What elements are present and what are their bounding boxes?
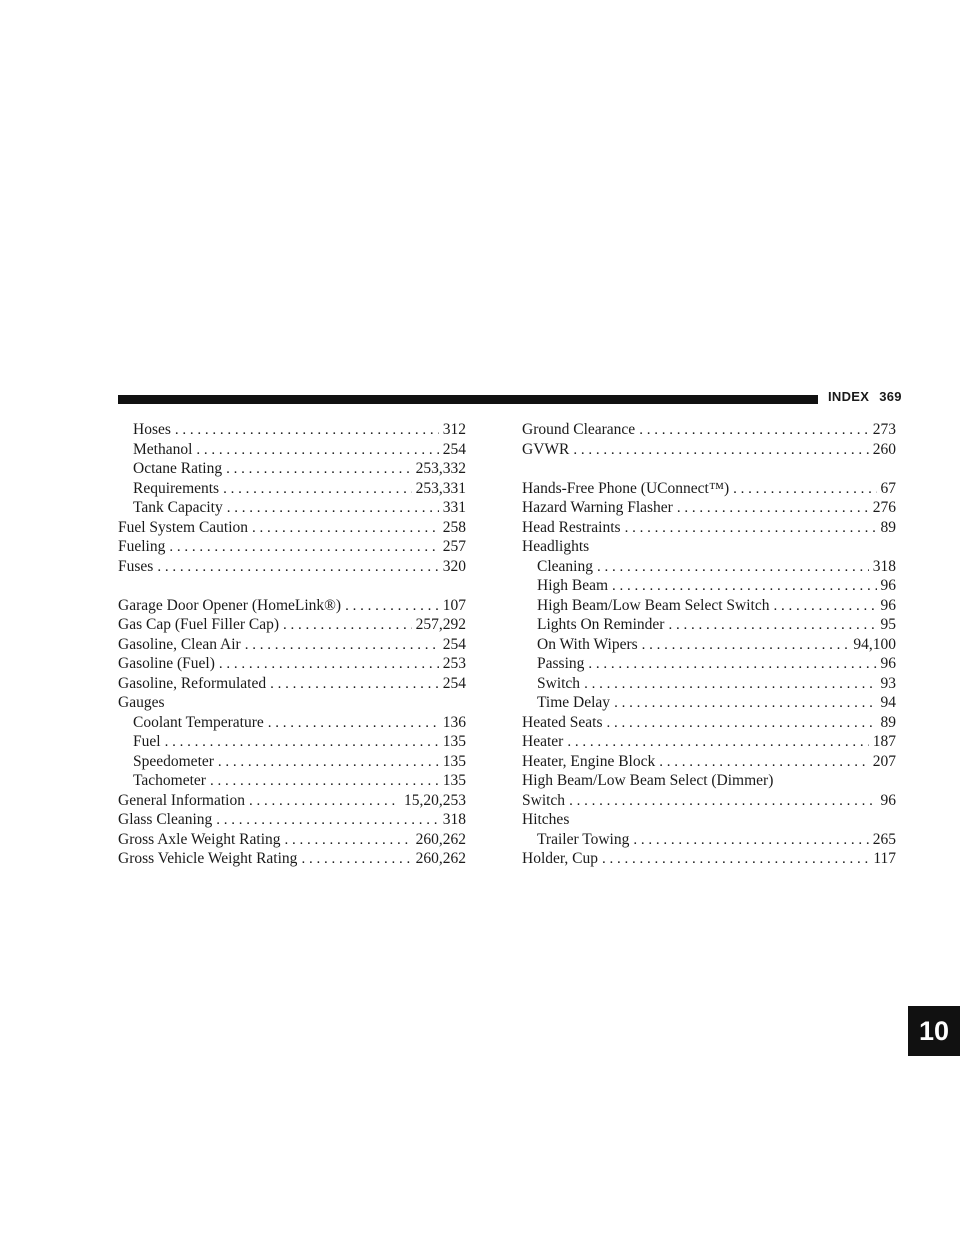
entry-label: Heater — [522, 733, 564, 750]
index-entry — [118, 849, 466, 869]
section-title: INDEX — [828, 389, 870, 404]
entry-label: Tank Capacity — [133, 499, 223, 516]
entry-page-ref[interactable]: 312 — [442, 421, 466, 438]
entry-page-ref[interactable]: 93 — [880, 674, 896, 692]
entry-label: Requirements — [133, 479, 220, 497]
leader-dots — [606, 714, 876, 734]
leader-dots — [602, 850, 869, 870]
index-subentry — [118, 440, 466, 460]
index-entry — [522, 752, 896, 772]
entry-page-ref[interactable]: 253 — [442, 655, 466, 672]
index-entry — [522, 440, 896, 460]
entry-page-ref[interactable]: 260 — [872, 440, 896, 458]
entry-page-ref[interactable]: 273 — [872, 421, 896, 438]
entry-label: Lights On Reminder — [537, 616, 665, 633]
entry-page-ref[interactable]: 331 — [442, 499, 466, 516]
entry-label: GVWR — [522, 440, 570, 458]
entry-label: Gasoline, Reformulated — [118, 674, 267, 692]
entry-label: Gas Cap (Fuel Filler Cap) — [118, 616, 280, 633]
index-entry — [118, 830, 466, 850]
leader-dots — [216, 811, 438, 831]
entry-label: Heater, Engine Block — [522, 752, 656, 770]
leader-dots — [614, 694, 876, 714]
leader-dots — [642, 636, 850, 656]
index-subentry — [522, 693, 896, 713]
entry-label: Coolant Temperature — [133, 713, 264, 731]
entry-page-ref[interactable]: 253,332 — [415, 460, 466, 477]
leader-dots — [633, 831, 868, 851]
entry-label: Glass Cleaning — [118, 811, 213, 828]
index-spacer — [522, 459, 896, 479]
index-entry — [522, 420, 896, 440]
entry-page-ref[interactable]: 257 — [442, 538, 466, 555]
entry-page-ref[interactable]: 15,20,253 — [404, 791, 466, 809]
entry-page-ref[interactable]: 276 — [872, 499, 896, 516]
leader-dots — [223, 480, 412, 500]
entry-label: High Beam/Low Beam Select (Dimmer) — [522, 772, 774, 789]
index-subentry — [522, 596, 896, 616]
leader-dots — [196, 441, 438, 461]
entry-label: Hoses — [133, 421, 171, 438]
index-subentry — [118, 459, 466, 479]
entry-label: Hazard Warning Flasher — [522, 499, 673, 516]
entry-label: Gauges — [118, 694, 165, 711]
entry-page-ref[interactable]: 260,262 — [415, 830, 466, 848]
index-entry — [522, 791, 896, 811]
leader-dots — [345, 597, 439, 617]
entry-page-ref[interactable]: 254 — [442, 674, 466, 692]
leader-dots — [639, 421, 869, 441]
entry-label: Hitches — [522, 811, 570, 828]
entry-page-ref[interactable]: 265 — [872, 830, 896, 848]
index-entry — [522, 713, 896, 733]
entry-label: High Beam/Low Beam Select Switch — [537, 596, 770, 614]
leader-dots — [625, 519, 877, 539]
leader-dots — [210, 772, 439, 792]
index-subentry — [118, 479, 466, 499]
entry-label: Fuses — [118, 557, 154, 575]
entry-page-ref[interactable]: 318 — [872, 557, 896, 575]
index-subentry — [118, 771, 466, 791]
index-entry — [118, 693, 466, 713]
leader-dots — [584, 675, 876, 695]
entry-page-ref[interactable]: 135 — [442, 772, 466, 789]
entry-label: Switch — [522, 791, 566, 809]
entry-label: Speedometer — [133, 752, 214, 770]
entry-label: Fuel — [133, 733, 161, 750]
running-header — [828, 389, 902, 404]
leader-dots — [165, 733, 439, 753]
entry-label: Fuel System Caution — [118, 518, 249, 536]
entry-page-ref[interactable]: 254 — [442, 635, 466, 653]
leader-dots — [249, 792, 400, 812]
index-subentry — [118, 713, 466, 733]
leader-dots — [573, 441, 868, 461]
leader-dots — [668, 616, 876, 636]
index-subentry — [522, 674, 896, 694]
chapter-tab[interactable] — [908, 1006, 960, 1056]
entry-page-ref[interactable]: 94,100 — [853, 635, 896, 653]
entry-label: Passing — [537, 655, 585, 672]
entry-page-ref[interactable]: 260,262 — [415, 850, 466, 867]
leader-dots — [588, 655, 876, 675]
index-entry — [118, 635, 466, 655]
entry-label: Hands-Free Phone (UConnect™) — [522, 479, 730, 497]
entry-page-ref[interactable]: 136 — [442, 713, 466, 731]
entry-label: Cleaning — [537, 557, 593, 575]
entry-label: Garage Door Opener (HomeLink®) — [118, 596, 342, 614]
entry-label: Gross Vehicle Weight Rating — [118, 850, 298, 867]
leader-dots — [169, 538, 438, 558]
entry-page-ref[interactable]: 320 — [442, 557, 466, 575]
entry-page-ref[interactable]: 258 — [442, 518, 466, 536]
leader-dots — [157, 558, 438, 578]
leader-dots — [569, 792, 876, 812]
index-entry — [522, 518, 896, 538]
header-rule — [118, 395, 818, 404]
entry-page-ref[interactable]: 96 — [880, 577, 896, 594]
entry-page-ref[interactable]: 89 — [880, 518, 896, 536]
entry-page-ref[interactable]: 96 — [880, 655, 896, 672]
leader-dots — [773, 597, 876, 617]
index-entry — [118, 654, 466, 674]
entry-label: Methanol — [133, 440, 193, 458]
entry-label: On With Wipers — [537, 635, 638, 653]
entry-page-ref[interactable]: 318 — [442, 811, 466, 828]
leader-dots — [268, 714, 439, 734]
entry-page-ref[interactable]: 135 — [442, 752, 466, 770]
index-column-left — [118, 420, 466, 869]
leader-dots — [245, 636, 439, 656]
entry-page-ref[interactable]: 135 — [442, 733, 466, 750]
entry-page-ref[interactable]: 187 — [872, 733, 896, 750]
leader-dots — [219, 655, 439, 675]
index-entry — [118, 557, 466, 577]
leader-dots — [301, 850, 411, 870]
entry-label: General Information — [118, 791, 245, 809]
index-subentry — [118, 732, 466, 752]
entry-label: Head Restraints — [522, 518, 621, 536]
leader-dots — [612, 577, 876, 597]
index-entry — [118, 518, 466, 538]
entry-label: Headlights — [522, 538, 590, 555]
index-entry — [522, 771, 896, 791]
leader-dots — [226, 460, 412, 480]
index-entry — [118, 537, 466, 557]
index-subentry — [118, 498, 466, 518]
index-subentry — [522, 830, 896, 850]
entry-label: Trailer Towing — [537, 830, 630, 848]
entry-page-ref[interactable]: 95 — [880, 616, 896, 633]
leader-dots — [218, 753, 439, 773]
leader-dots — [227, 499, 439, 519]
entry-label: High Beam — [537, 577, 609, 594]
leader-dots — [285, 831, 412, 851]
leader-dots — [597, 558, 869, 578]
leader-dots — [659, 753, 869, 773]
index-subentry — [522, 557, 896, 577]
entry-label: Octane Rating — [133, 460, 223, 477]
entry-page-ref[interactable]: 94 — [880, 694, 896, 711]
entry-label: Heated Seats — [522, 713, 603, 731]
entry-label: Gasoline, Clean Air — [118, 635, 241, 653]
entry-label: Gross Axle Weight Rating — [118, 830, 281, 848]
entry-label: Switch — [537, 674, 581, 692]
entry-label: Gasoline (Fuel) — [118, 655, 215, 672]
entry-page-ref[interactable]: 107 — [442, 596, 466, 614]
entry-label: Fueling — [118, 538, 166, 555]
entry-label: Tachometer — [133, 772, 206, 789]
entry-page-ref[interactable]: 96 — [880, 596, 896, 614]
entry-label: Ground Clearance — [522, 421, 636, 438]
index-subentry — [522, 615, 896, 635]
index-spacer — [118, 576, 466, 596]
index-entry — [118, 810, 466, 830]
index-column-right — [522, 420, 896, 869]
index-entry — [522, 810, 896, 830]
entry-page-ref[interactable]: 207 — [872, 752, 896, 770]
index-entry — [118, 674, 466, 694]
leader-dots — [270, 675, 439, 695]
leader-dots — [175, 421, 439, 441]
index-subentry — [522, 654, 896, 674]
index-entry — [522, 479, 896, 499]
index-entry — [522, 849, 896, 869]
entry-page-ref[interactable]: 117 — [873, 850, 896, 867]
entry-page-ref[interactable]: 253,331 — [415, 479, 466, 497]
leader-dots — [733, 480, 876, 500]
index-subentry — [522, 576, 896, 596]
index-entry — [522, 537, 896, 557]
index-subentry — [522, 635, 896, 655]
leader-dots — [252, 519, 439, 539]
entry-page-ref[interactable]: 89 — [880, 713, 896, 731]
entry-label: Holder, Cup — [522, 850, 599, 867]
index-entry — [118, 791, 466, 811]
entry-page-ref[interactable]: 257,292 — [415, 616, 466, 633]
entry-page-ref[interactable]: 96 — [880, 791, 896, 809]
index-subentry — [118, 752, 466, 772]
leader-dots — [677, 499, 869, 519]
index-entry — [522, 498, 896, 518]
leader-dots — [283, 616, 412, 636]
entry-page-ref[interactable]: 254 — [442, 440, 466, 458]
index-subentry — [118, 420, 466, 440]
leader-dots — [567, 733, 868, 753]
chapter-tab-label: 10 — [918, 1015, 950, 1046]
index-entry — [118, 615, 466, 635]
index-entry — [522, 732, 896, 752]
entry-page-ref[interactable]: 67 — [880, 479, 896, 497]
page-number: 369 — [879, 389, 902, 404]
index-entry — [118, 596, 466, 616]
entry-label: Time Delay — [537, 694, 611, 711]
